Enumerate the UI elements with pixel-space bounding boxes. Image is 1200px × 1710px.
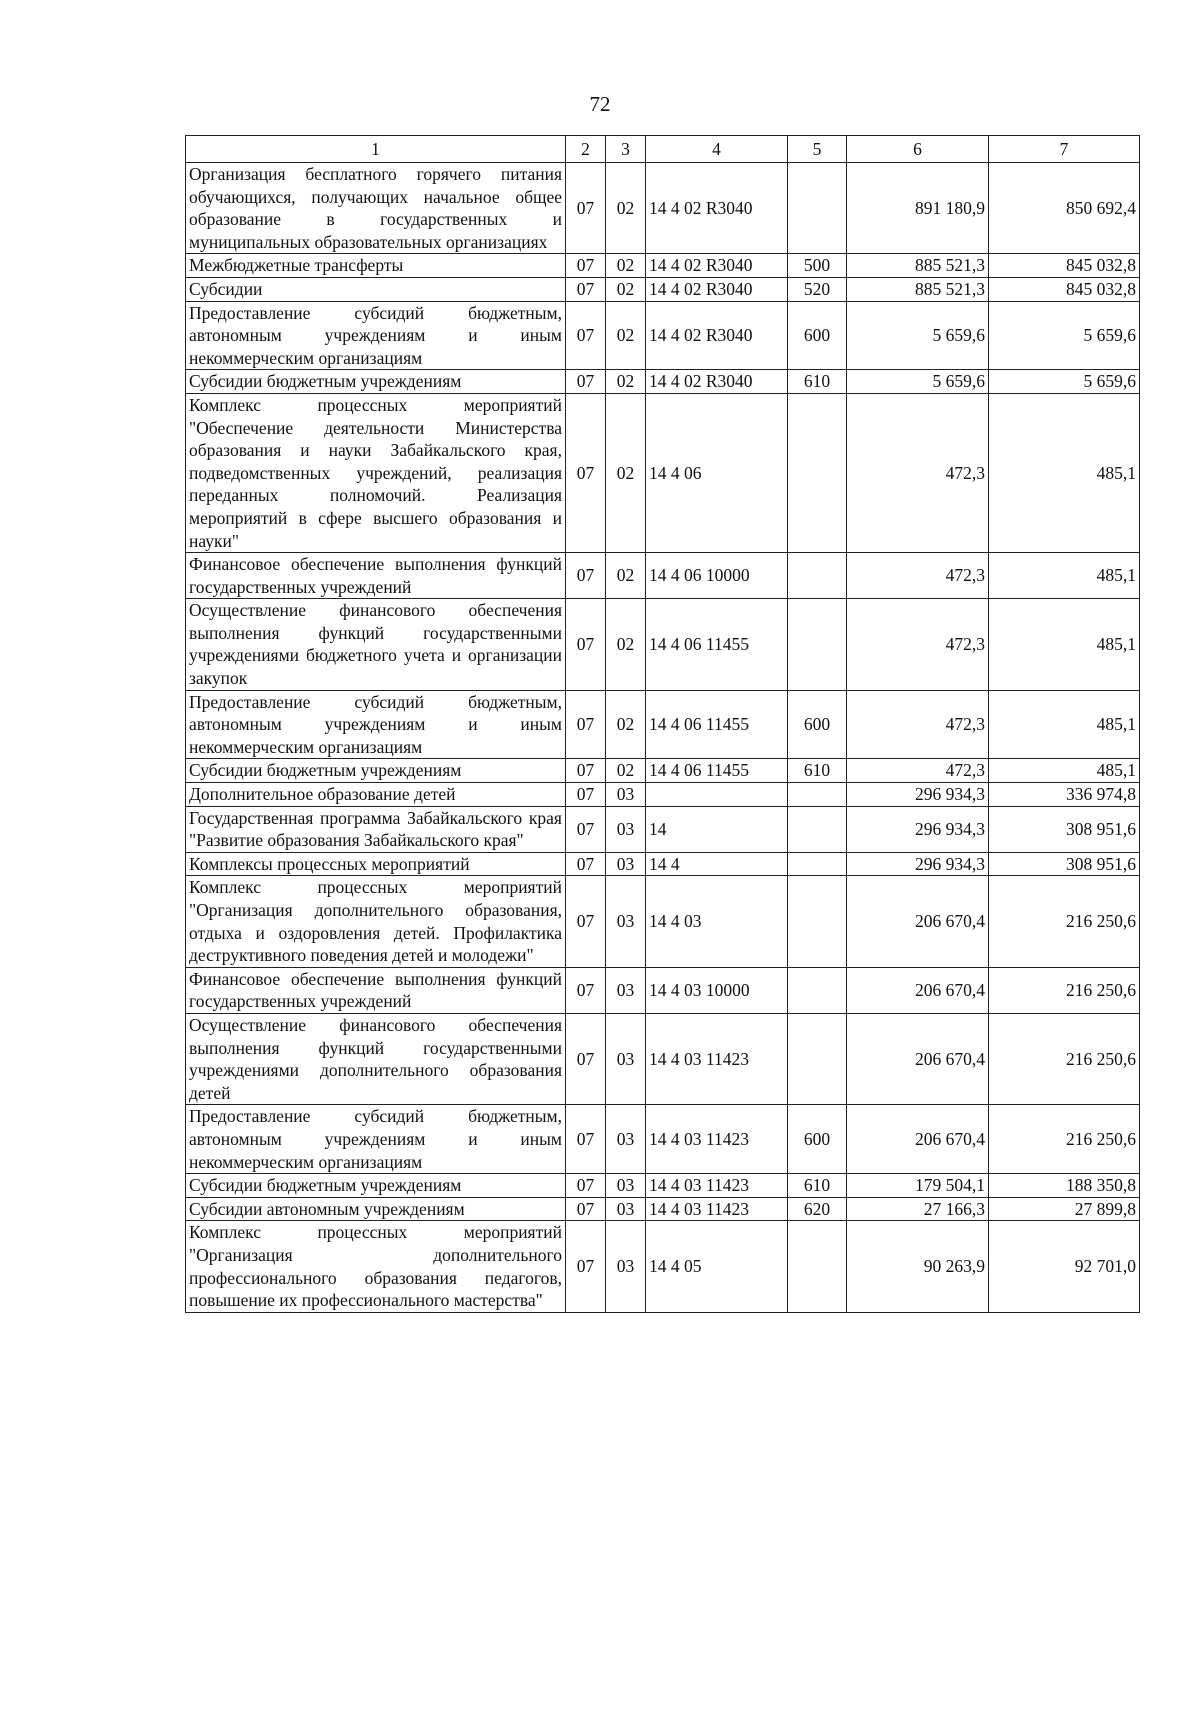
amount-year2-cell: 485,1 xyxy=(989,690,1140,759)
amount-year1-cell: 90 263,9 xyxy=(847,1221,989,1312)
expense-type-cell xyxy=(788,876,847,967)
amount-year1-cell: 206 670,4 xyxy=(847,967,989,1013)
amount-year2-cell: 216 250,6 xyxy=(989,1105,1140,1174)
section-code-cell: 07 xyxy=(566,370,606,394)
amount-year2-cell: 308 951,6 xyxy=(989,806,1140,852)
expense-type-cell xyxy=(788,163,847,254)
row-name-cell: Комплекс процессных мероприятий "Обеспечение деятельности Министерства образования и науки Забайкальского края, подведомственных учреждений, реализация переданных полномочий. Реализация мероприятий в сфере высшего образования и науки" xyxy=(186,393,566,552)
table-row xyxy=(186,806,1140,852)
row-name-cell: Государственная программа Забайкальского края "Развитие образования Забайкальского края" xyxy=(186,806,566,852)
amount-year1-cell: 206 670,4 xyxy=(847,1105,989,1174)
expense-type-cell xyxy=(788,967,847,1013)
amount-year1-cell: 296 934,3 xyxy=(847,806,989,852)
table-row xyxy=(186,1174,1140,1198)
section-code-cell: 07 xyxy=(566,806,606,852)
expense-type-cell: 520 xyxy=(788,277,847,301)
amount-year2-cell: 336 974,8 xyxy=(989,783,1140,807)
subsection-code-cell: 03 xyxy=(606,783,646,807)
budget-table xyxy=(185,135,1140,1313)
table-row xyxy=(186,1013,1140,1104)
row-name-cell: Организация бесплатного горячего питания обучающихся, получающих начальное общее образование в государственных и муниципальных образовательных организациях xyxy=(186,163,566,254)
row-name-cell: Финансовое обеспечение выполнения функций государственных учреждений xyxy=(186,967,566,1013)
amount-year1-cell: 885 521,3 xyxy=(847,254,989,278)
section-code-cell: 07 xyxy=(566,1174,606,1198)
amount-year2-cell: 485,1 xyxy=(989,393,1140,552)
table-row xyxy=(186,783,1140,807)
amount-year2-cell: 845 032,8 xyxy=(989,277,1140,301)
expense-type-cell xyxy=(788,852,847,876)
column-header: 6 xyxy=(847,136,989,163)
target-article-cell: 14 4 03 11423 xyxy=(646,1174,788,1198)
section-code-cell: 07 xyxy=(566,254,606,278)
amount-year1-cell: 27 166,3 xyxy=(847,1197,989,1221)
section-code-cell: 07 xyxy=(566,393,606,552)
row-name-cell: Осуществление финансового обеспечения выполнения функций государственными учреждениями дополнительного образования детей xyxy=(186,1013,566,1104)
row-name-cell: Предоставление субсидий бюджетным, автономным учреждениям и иным некоммерческим организациям xyxy=(186,301,566,370)
expense-type-cell: 600 xyxy=(788,1105,847,1174)
amount-year2-cell: 216 250,6 xyxy=(989,1013,1140,1104)
amount-year2-cell: 5 659,6 xyxy=(989,370,1140,394)
row-name-cell: Субсидии xyxy=(186,277,566,301)
expense-type-cell xyxy=(788,393,847,552)
table-row xyxy=(186,1105,1140,1174)
section-code-cell: 07 xyxy=(566,876,606,967)
target-article-cell: 14 4 02 R3040 xyxy=(646,163,788,254)
amount-year2-cell: 5 659,6 xyxy=(989,301,1140,370)
amount-year2-cell: 850 692,4 xyxy=(989,163,1140,254)
section-code-cell: 07 xyxy=(566,301,606,370)
expense-type-cell: 610 xyxy=(788,1174,847,1198)
amount-year2-cell: 845 032,8 xyxy=(989,254,1140,278)
subsection-code-cell: 02 xyxy=(606,759,646,783)
table-row xyxy=(186,852,1140,876)
expense-type-cell: 610 xyxy=(788,370,847,394)
target-article-cell: 14 xyxy=(646,806,788,852)
subsection-code-cell: 03 xyxy=(606,852,646,876)
amount-year1-cell: 472,3 xyxy=(847,759,989,783)
amount-year1-cell: 5 659,6 xyxy=(847,301,989,370)
amount-year1-cell: 206 670,4 xyxy=(847,1013,989,1104)
subsection-code-cell: 03 xyxy=(606,1013,646,1104)
table-row xyxy=(186,277,1140,301)
target-article-cell: 14 4 03 11423 xyxy=(646,1105,788,1174)
section-code-cell: 07 xyxy=(566,967,606,1013)
subsection-code-cell: 03 xyxy=(606,876,646,967)
table-row xyxy=(186,301,1140,370)
target-article-cell xyxy=(646,783,788,807)
expense-type-cell: 620 xyxy=(788,1197,847,1221)
amount-year2-cell: 27 899,8 xyxy=(989,1197,1140,1221)
row-name-cell: Комплекс процессных мероприятий "Организация дополнительного образования, отдыха и оздоровления детей. Профилактика деструктивного поведения детей и молодежи" xyxy=(186,876,566,967)
section-code-cell: 07 xyxy=(566,783,606,807)
amount-year2-cell: 308 951,6 xyxy=(989,852,1140,876)
section-code-cell: 07 xyxy=(566,690,606,759)
row-name-cell: Предоставление субсидий бюджетным, автономным учреждениям и иным некоммерческим организациям xyxy=(186,690,566,759)
column-header: 5 xyxy=(788,136,847,163)
expense-type-cell: 600 xyxy=(788,301,847,370)
table-row xyxy=(186,370,1140,394)
amount-year2-cell: 485,1 xyxy=(989,759,1140,783)
amount-year1-cell: 5 659,6 xyxy=(847,370,989,394)
expense-type-cell xyxy=(788,806,847,852)
table-row xyxy=(186,1221,1140,1312)
amount-year1-cell: 206 670,4 xyxy=(847,876,989,967)
expense-type-cell xyxy=(788,553,847,599)
amount-year2-cell: 216 250,6 xyxy=(989,967,1140,1013)
amount-year1-cell: 179 504,1 xyxy=(847,1174,989,1198)
target-article-cell: 14 4 03 10000 xyxy=(646,967,788,1013)
subsection-code-cell: 02 xyxy=(606,301,646,370)
table-row xyxy=(186,967,1140,1013)
subsection-code-cell: 02 xyxy=(606,163,646,254)
target-article-cell: 14 4 05 xyxy=(646,1221,788,1312)
table-body xyxy=(186,163,1140,1313)
section-code-cell: 07 xyxy=(566,759,606,783)
table-row xyxy=(186,599,1140,690)
row-name-cell: Субсидии бюджетным учреждениям xyxy=(186,1174,566,1198)
table-row xyxy=(186,690,1140,759)
row-name-cell: Субсидии автономным учреждениям xyxy=(186,1197,566,1221)
section-code-cell: 07 xyxy=(566,553,606,599)
amount-year2-cell: 485,1 xyxy=(989,599,1140,690)
table-row xyxy=(186,254,1140,278)
target-article-cell: 14 4 03 11423 xyxy=(646,1013,788,1104)
subsection-code-cell: 03 xyxy=(606,967,646,1013)
amount-year1-cell: 472,3 xyxy=(847,553,989,599)
expense-type-cell: 600 xyxy=(788,690,847,759)
column-header: 4 xyxy=(646,136,788,163)
target-article-cell: 14 4 06 11455 xyxy=(646,690,788,759)
row-name-cell: Осуществление финансового обеспечения выполнения функций государственными учреждениями бюджетного учета и организации закупок xyxy=(186,599,566,690)
target-article-cell: 14 4 03 11423 xyxy=(646,1197,788,1221)
amount-year1-cell: 472,3 xyxy=(847,599,989,690)
subsection-code-cell: 03 xyxy=(606,806,646,852)
section-code-cell: 07 xyxy=(566,1221,606,1312)
header-row xyxy=(186,136,1140,163)
column-header: 2 xyxy=(566,136,606,163)
subsection-code-cell: 03 xyxy=(606,1197,646,1221)
target-article-cell: 14 4 03 xyxy=(646,876,788,967)
table-row xyxy=(186,759,1140,783)
table-row xyxy=(186,163,1140,254)
target-article-cell: 14 4 06 11455 xyxy=(646,759,788,783)
table-row xyxy=(186,393,1140,552)
subsection-code-cell: 02 xyxy=(606,254,646,278)
column-header: 3 xyxy=(606,136,646,163)
amount-year1-cell: 296 934,3 xyxy=(847,852,989,876)
table-row xyxy=(186,553,1140,599)
amount-year1-cell: 891 180,9 xyxy=(847,163,989,254)
row-name-cell: Финансовое обеспечение выполнения функций государственных учреждений xyxy=(186,553,566,599)
section-code-cell: 07 xyxy=(566,1013,606,1104)
expense-type-cell xyxy=(788,1221,847,1312)
row-name-cell: Субсидии бюджетным учреждениям xyxy=(186,759,566,783)
target-article-cell: 14 4 06 xyxy=(646,393,788,552)
column-header: 7 xyxy=(989,136,1140,163)
table-row xyxy=(186,876,1140,967)
section-code-cell: 07 xyxy=(566,1105,606,1174)
target-article-cell: 14 4 06 11455 xyxy=(646,599,788,690)
expense-type-cell xyxy=(788,1013,847,1104)
target-article-cell: 14 4 02 R3040 xyxy=(646,254,788,278)
subsection-code-cell: 02 xyxy=(606,370,646,394)
subsection-code-cell: 03 xyxy=(606,1174,646,1198)
section-code-cell: 07 xyxy=(566,852,606,876)
table-row xyxy=(186,1197,1140,1221)
amount-year1-cell: 472,3 xyxy=(847,690,989,759)
expense-type-cell xyxy=(788,599,847,690)
amount-year2-cell: 485,1 xyxy=(989,553,1140,599)
target-article-cell: 14 4 02 R3040 xyxy=(646,370,788,394)
amount-year1-cell: 885 521,3 xyxy=(847,277,989,301)
expense-type-cell xyxy=(788,783,847,807)
row-name-cell: Предоставление субсидий бюджетным, автономным учреждениям и иным некоммерческим организациям xyxy=(186,1105,566,1174)
subsection-code-cell: 03 xyxy=(606,1105,646,1174)
expense-type-cell: 500 xyxy=(788,254,847,278)
section-code-cell: 07 xyxy=(566,277,606,301)
target-article-cell: 14 4 02 R3040 xyxy=(646,301,788,370)
subsection-code-cell: 02 xyxy=(606,690,646,759)
section-code-cell: 07 xyxy=(566,163,606,254)
subsection-code-cell: 02 xyxy=(606,599,646,690)
expense-type-cell: 610 xyxy=(788,759,847,783)
section-code-cell: 07 xyxy=(566,599,606,690)
page-number: 72 xyxy=(589,92,611,116)
row-name-cell: Комплекс процессных мероприятий "Организация дополнительного профессионального образования педагогов, повышение их профессионального мастерства" xyxy=(186,1221,566,1312)
target-article-cell: 14 4 xyxy=(646,852,788,876)
target-article-cell: 14 4 06 10000 xyxy=(646,553,788,599)
amount-year2-cell: 216 250,6 xyxy=(989,876,1140,967)
amount-year1-cell: 472,3 xyxy=(847,393,989,552)
subsection-code-cell: 03 xyxy=(606,1221,646,1312)
row-name-cell: Субсидии бюджетным учреждениям xyxy=(186,370,566,394)
row-name-cell: Межбюджетные трансферты xyxy=(186,254,566,278)
amount-year2-cell: 188 350,8 xyxy=(989,1174,1140,1198)
target-article-cell: 14 4 02 R3040 xyxy=(646,277,788,301)
row-name-cell: Комплексы процессных мероприятий xyxy=(186,852,566,876)
subsection-code-cell: 02 xyxy=(606,277,646,301)
subsection-code-cell: 02 xyxy=(606,553,646,599)
section-code-cell: 07 xyxy=(566,1197,606,1221)
column-header: 1 xyxy=(186,136,566,163)
subsection-code-cell: 02 xyxy=(606,393,646,552)
amount-year2-cell: 92 701,0 xyxy=(989,1221,1140,1312)
amount-year1-cell: 296 934,3 xyxy=(847,783,989,807)
row-name-cell: Дополнительное образование детей xyxy=(186,783,566,807)
